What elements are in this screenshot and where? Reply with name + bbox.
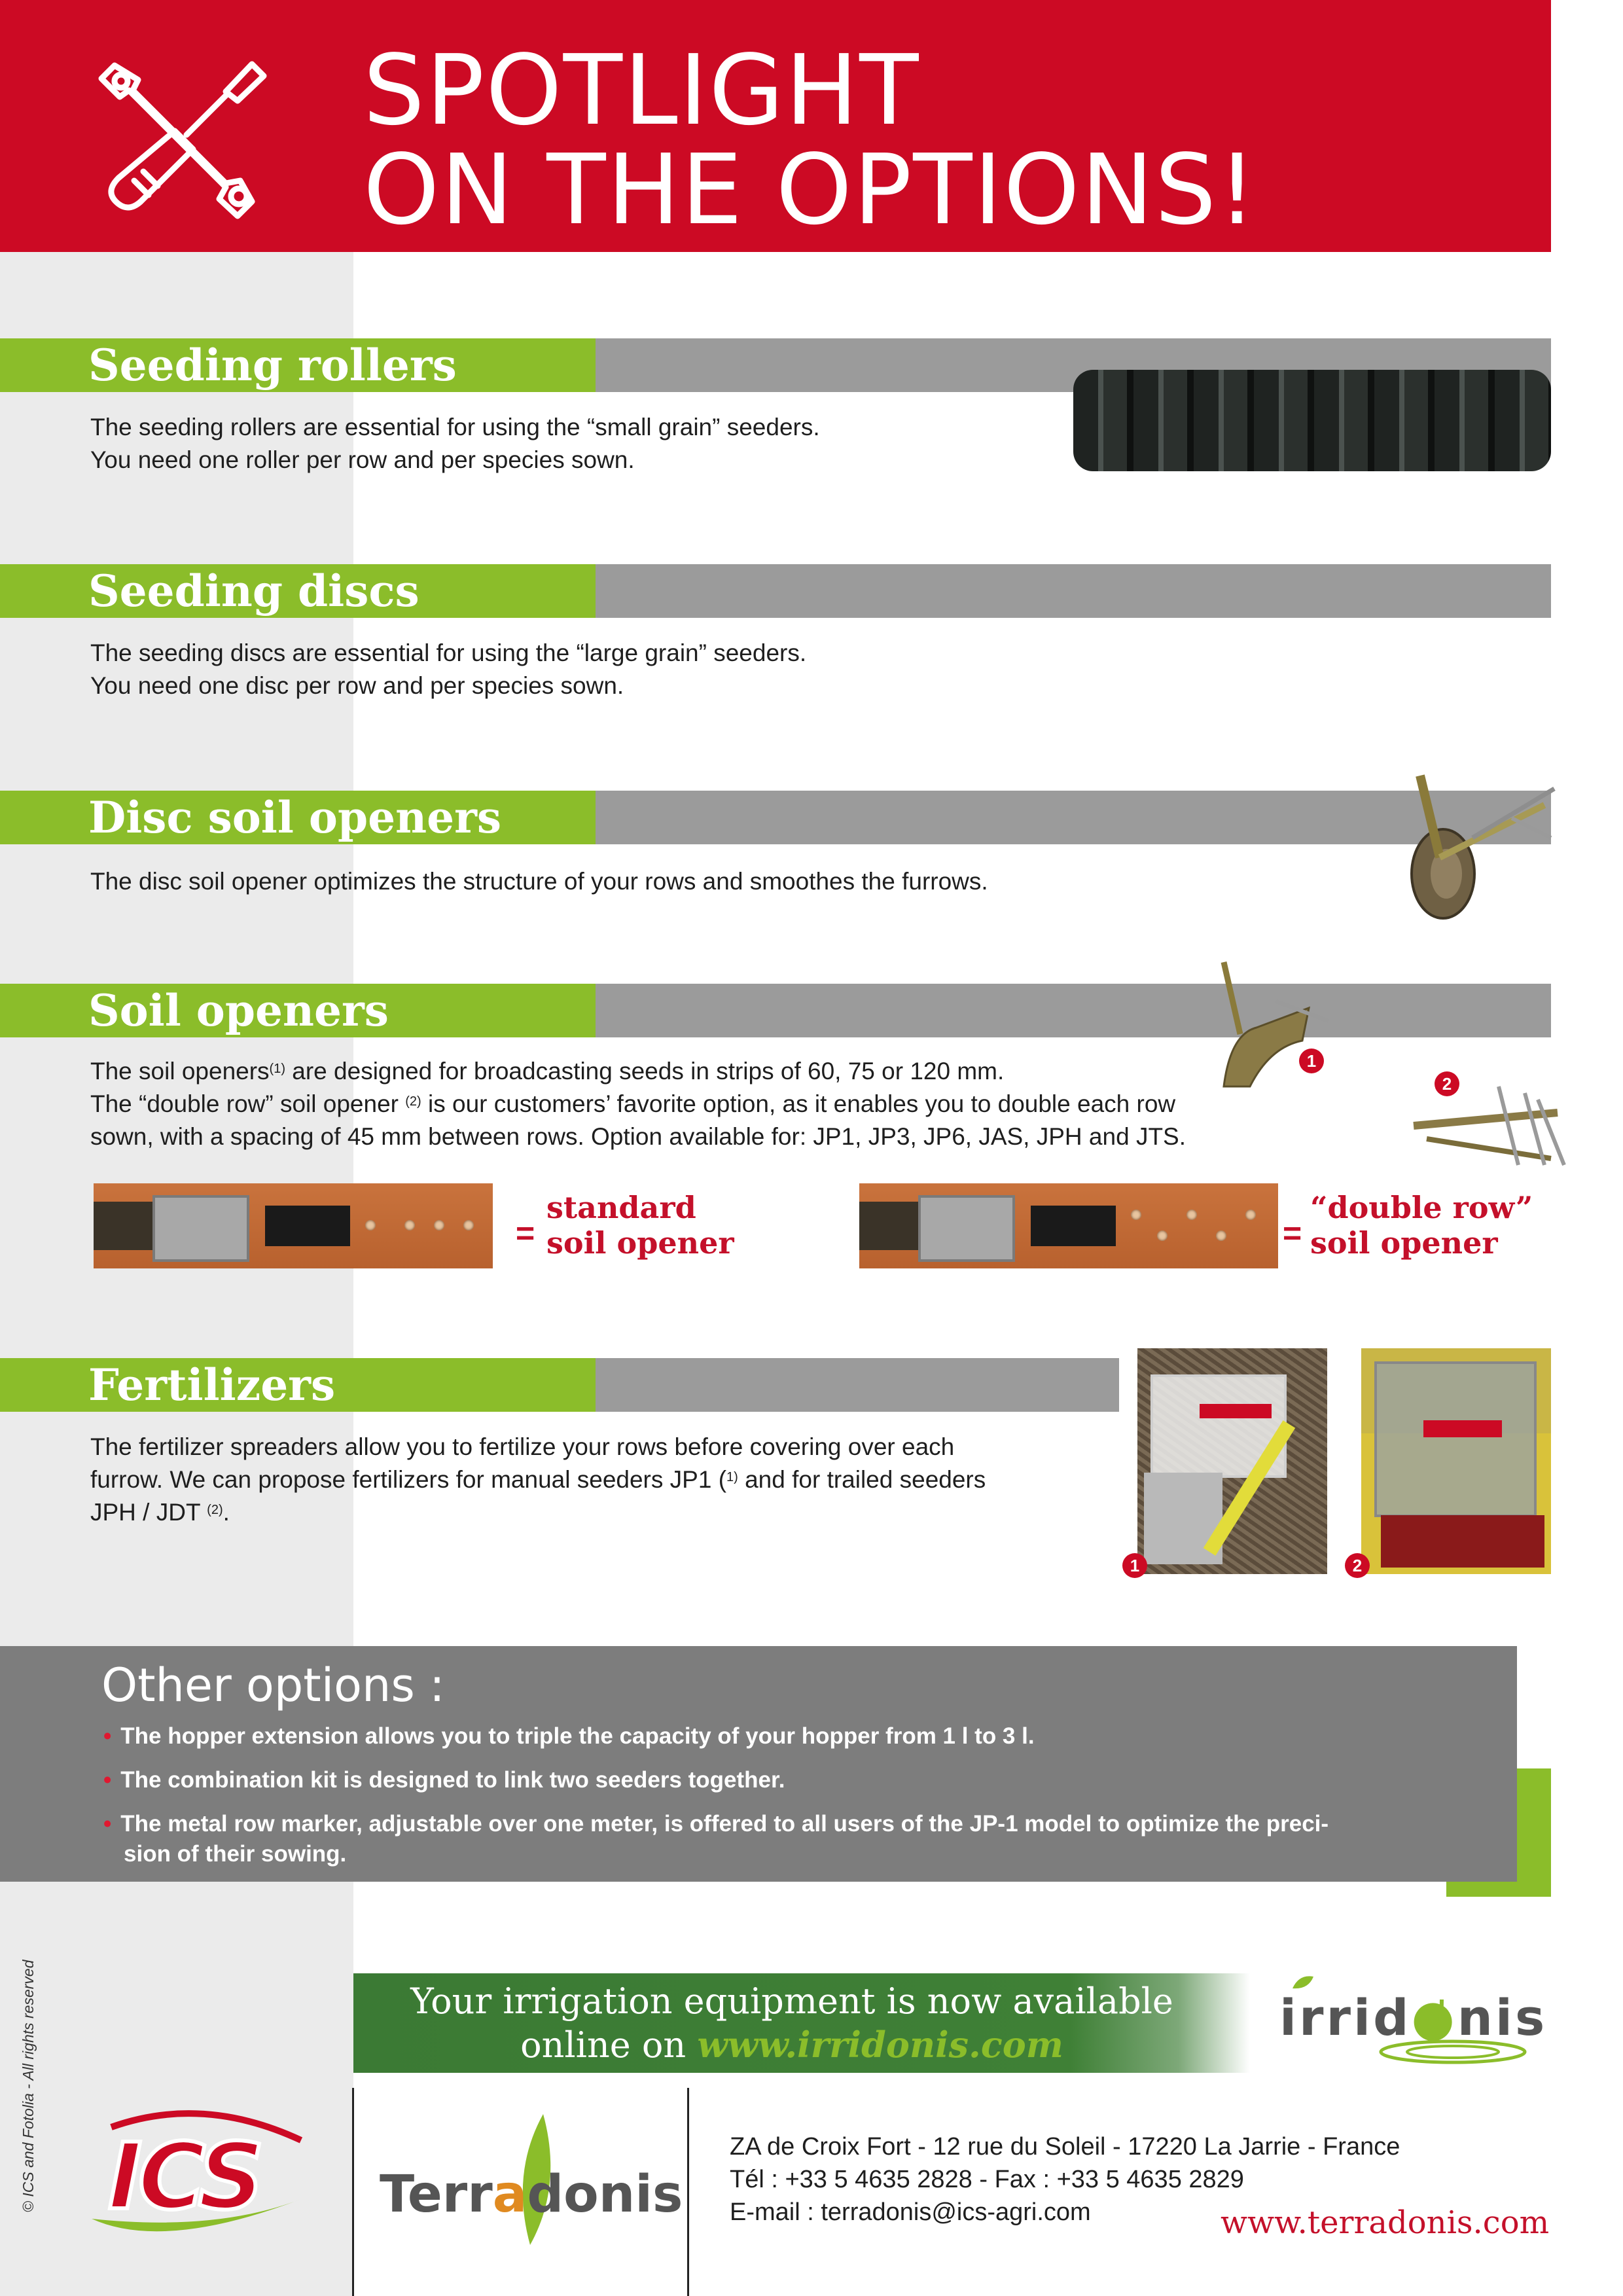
section-title-disc-soil-openers: Disc soil openers	[88, 792, 501, 843]
page-title	[363, 34, 1258, 246]
banner-line-2: online on www.irridonis.com	[520, 2024, 1063, 2066]
disc-soil-opener-photo	[1394, 766, 1564, 923]
disc-openers-line-1: The disc soil opener optimizes the structure of your rows and smoothes the furrows.	[90, 868, 988, 895]
fertilizers-bar-grey	[592, 1358, 1119, 1412]
other-option-item-3-continued: sion of their sowing.	[124, 1841, 347, 1867]
rollers-line-2: You need one roller per row and per species sown.	[90, 446, 635, 473]
terradonis-wordmark: Terradonis	[380, 2165, 683, 2224]
soil-opener-badge-1: 1	[1299, 1049, 1324, 1073]
soil-openers-line-2: The “double row” soil opener $^{(2)}$ is our customers’ favorite option, as it enables you to double each row	[90, 1090, 1176, 1117]
ics-logo	[85, 2101, 321, 2245]
fertilizers-line-1: The fertilizer spreaders allow you to fertilize your rows before covering over each	[90, 1433, 955, 1460]
fertilizer-badge-2: 2	[1345, 1553, 1370, 1578]
fertilizers-line-3: JPH / JDT $^{(2)}$.	[90, 1499, 230, 1526]
soil-openers-description	[90, 1055, 1186, 1153]
title-line-1: SPOTLIGHT	[363, 34, 920, 147]
soil-openers-line-3: sown, with a spacing of 45 mm between rows. Option available for: JP1, JP3, JP6, JAS, JPH and JTS.	[90, 1123, 1186, 1150]
double-row-opener-badge-2: 2	[1435, 1071, 1459, 1096]
copyright-notice: © ICS and Fotolia - All rights reserved	[20, 1960, 37, 2212]
section-title-seeding-discs: Seeding discs	[88, 565, 419, 617]
other-options-title: Other options :	[101, 1659, 445, 1712]
soil-opener-photo-1	[1211, 956, 1335, 1093]
fertilizer-photo-2	[1361, 1348, 1551, 1574]
irridonis-logo	[1279, 1970, 1554, 2068]
other-option-item-1: • The hopper extension allows you to triple the capacity of your hopper from 1 l to 3 l.	[103, 1723, 1035, 1749]
standard-equals-sign: =	[516, 1215, 535, 1251]
wrench-screwdriver-icon	[88, 52, 278, 223]
double-row-soil-opener-label: “double row” soil opener	[1310, 1190, 1533, 1261]
irridonis-link[interactable]: www.irridonis.com	[697, 2024, 1063, 2066]
fertilizer-badge-1: 1	[1122, 1553, 1147, 1578]
discs-bar-grey	[592, 564, 1551, 618]
footer-email[interactable]: E-mail : terradonis@ics-agri.com	[730, 2198, 1091, 2226]
double-row-opener-photo	[1400, 1073, 1571, 1172]
double-row-opener-strip-photo	[859, 1183, 1278, 1268]
footer-divider-2	[687, 2088, 689, 2296]
fertilizers-description	[90, 1431, 986, 1529]
standard-opener-strip-photo	[94, 1183, 493, 1268]
disc-openers-bar-green	[0, 791, 596, 844]
banner-line-1: Your irrigation equipment is now available	[410, 1981, 1173, 2022]
title-line-2: ON THE OPTIONS!	[363, 134, 1258, 246]
fertilizer-photo-1	[1137, 1348, 1327, 1574]
disc-openers-description	[90, 865, 988, 898]
rollers-line-1: The seeding rollers are essential for using the “small grain” seeders.	[90, 414, 820, 440]
soil-openers-line-1: The soil openers$^{(1)}$ are designed for broadcasting seeds in strips of 60, 75 or 120 mm.	[90, 1058, 1005, 1085]
ics-wordmark: ICS	[108, 2124, 260, 2231]
soil-openers-bar-grey	[592, 984, 1551, 1037]
footer-phone: Tél : +33 5 4635 2828 - Fax : +33 5 4635 2829	[730, 2166, 1244, 2193]
seeding-rollers-photo	[1073, 370, 1551, 471]
footer-website-link[interactable]: www.terradonis.com	[1221, 2204, 1550, 2241]
discs-line-1: The seeding discs are essential for using the “large grain” seeders.	[90, 639, 807, 666]
irridonis-wordmark: irrid●nis	[1279, 1988, 1548, 2047]
fertilizers-bar-green	[0, 1358, 596, 1412]
double-row-equals-sign: =	[1283, 1215, 1302, 1251]
other-option-item-2: • The combination kit is designed to link two seeders together.	[103, 1767, 785, 1793]
other-option-item-3: • The metal row marker, adjustable over one meter, is offered to all users of the JP-1 model to optimize the preci-	[103, 1811, 1329, 1837]
irrigation-banner	[353, 1973, 1250, 2073]
footer-address: ZA de Croix Fort - 12 rue du Soleil - 17220 La Jarrie - France	[730, 2133, 1400, 2161]
standard-soil-opener-label: standard soil opener	[546, 1190, 734, 1261]
discs-line-2: You need one disc per row and per species sown.	[90, 672, 624, 699]
rollers-bar-green	[0, 338, 596, 392]
section-title-seeding-rollers: Seeding rollers	[88, 340, 457, 391]
discs-description	[90, 637, 806, 702]
footer-divider-1	[352, 2088, 354, 2296]
left-background-band	[0, 252, 353, 2296]
discs-bar-green	[0, 564, 596, 618]
terradonis-logo	[373, 2114, 683, 2245]
fertilizers-line-2: furrow. We can propose fertilizers for manual seeders JP1 ($^{1)}$ and for trailed seeders	[90, 1466, 986, 1493]
section-title-soil-openers: Soil openers	[88, 985, 389, 1036]
section-title-fertilizers: Fertilizers	[88, 1359, 336, 1410]
rollers-description	[90, 411, 820, 476]
soil-openers-bar-green	[0, 984, 596, 1037]
